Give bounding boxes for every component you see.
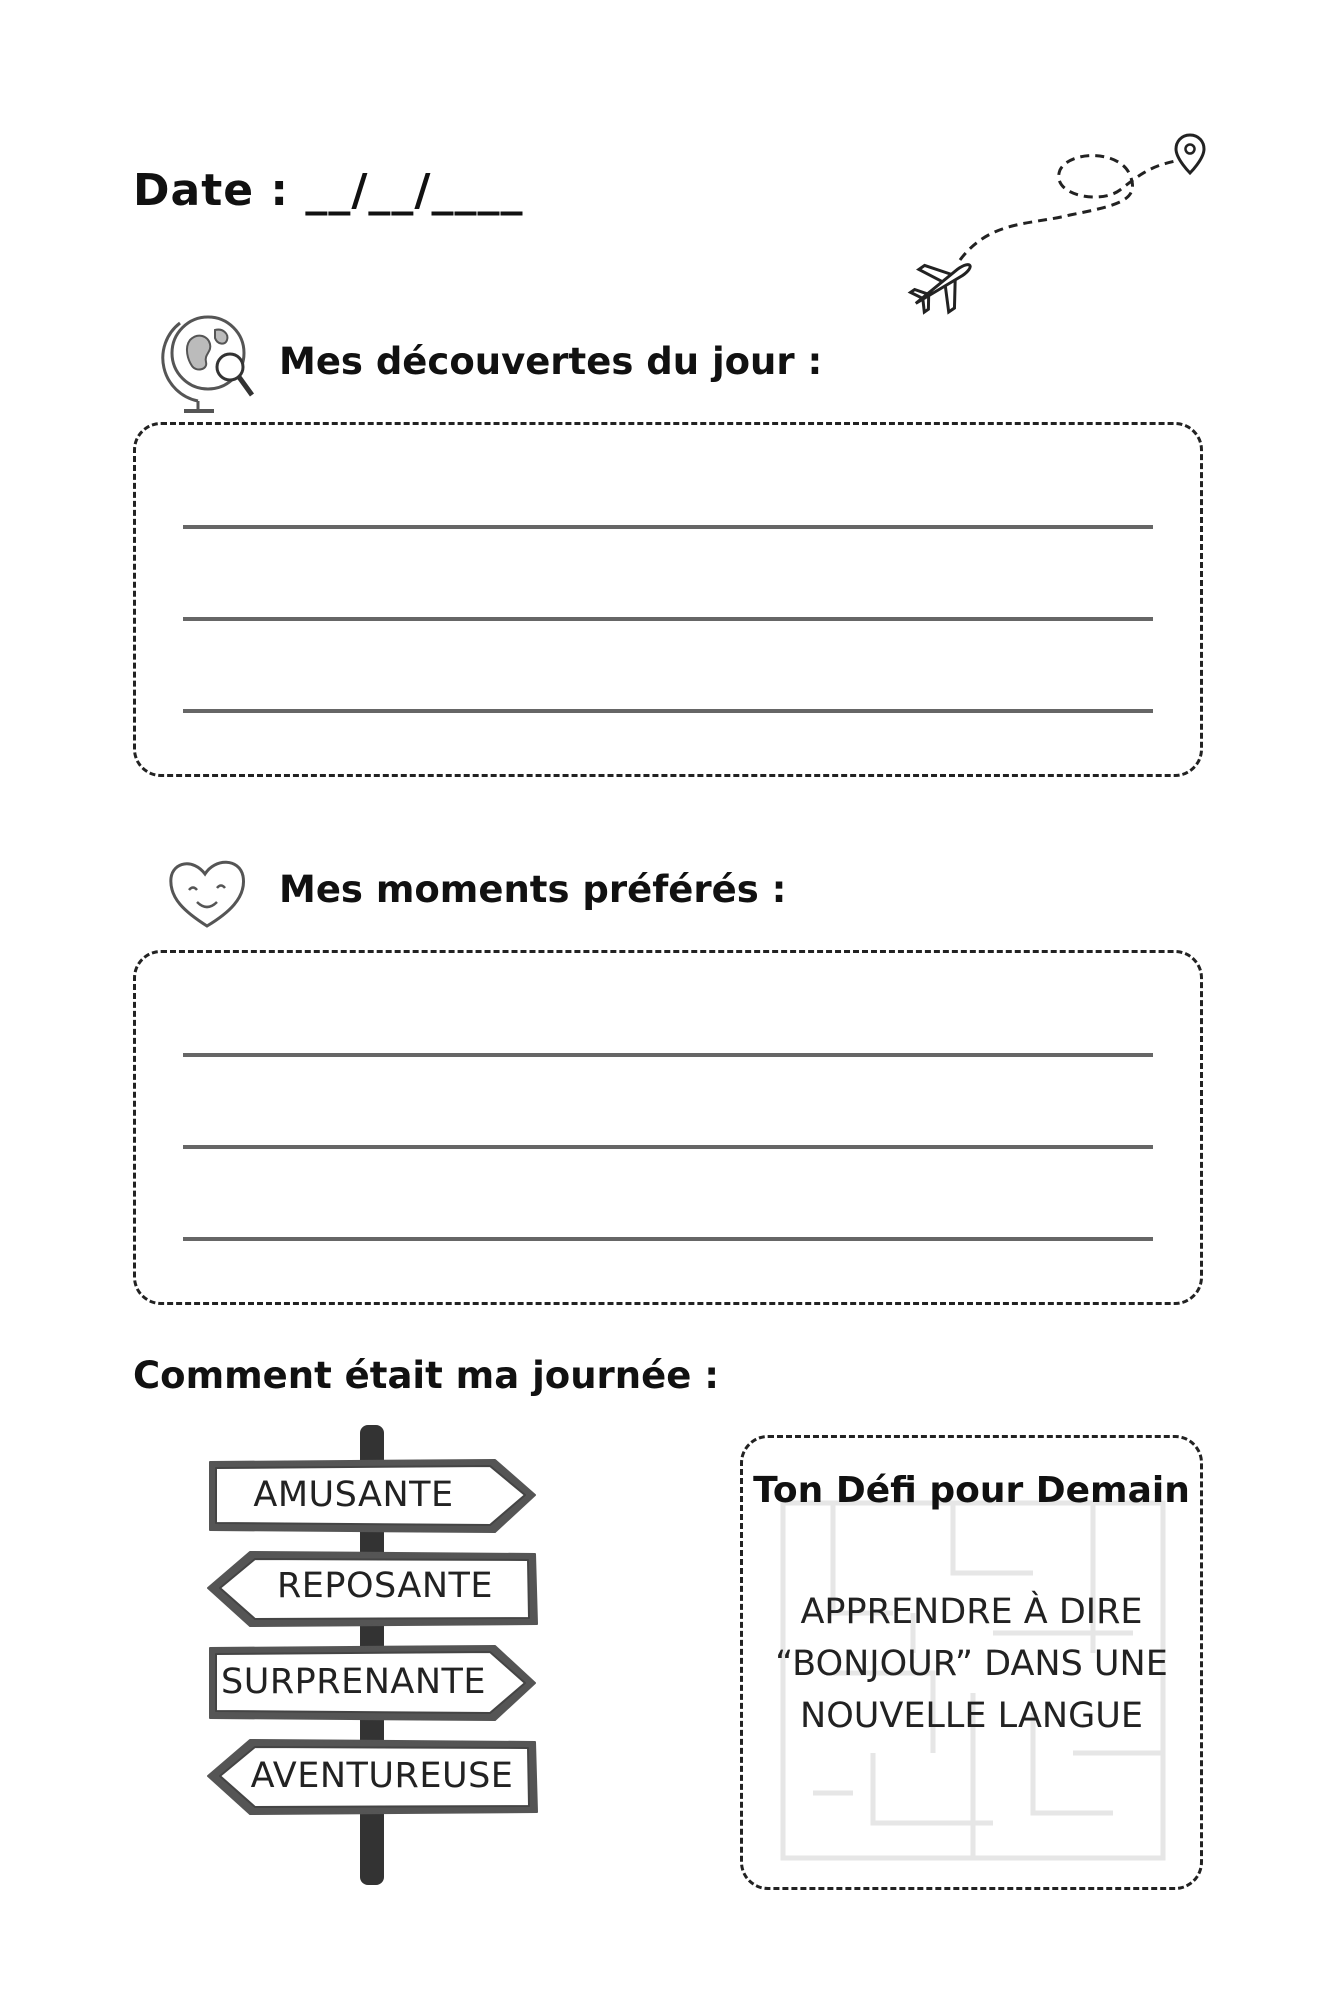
sign-reposante[interactable]: REPOSANTE [276,1566,494,1606]
challenge-title: Ton Défi pour Demain [753,1470,1190,1511]
discoveries-title: Mes découvertes du jour : [279,340,823,383]
smiling-heart-icon [165,852,250,932]
signpost [200,1420,550,1890]
date-label: Date : [133,165,290,216]
writing-line [183,1237,1153,1241]
writing-line [183,709,1153,713]
globe-magnifier-icon [160,305,260,415]
sign-amusante[interactable]: AMUSANTE [253,1475,454,1515]
writing-line [183,525,1153,529]
discoveries-writing-box[interactable] [133,422,1203,777]
challenge-line-2: “BONJOUR” DANS UNE [775,1644,1168,1684]
writing-line [183,1145,1153,1149]
challenge-line-3: NOUVELLE LANGUE [800,1696,1143,1736]
day-title: Comment était ma journée : [133,1354,719,1397]
date-field [133,165,523,216]
moments-writing-box[interactable] [133,950,1203,1305]
challenge-box [740,1435,1203,1890]
sign-surprenante[interactable]: SURPRENANTE [221,1662,486,1702]
challenge-text [753,1586,1190,1742]
writing-line [183,617,1153,621]
challenge-line-1: APPRENDRE À DIRE [800,1592,1143,1632]
moments-title: Mes moments préférés : [279,868,787,911]
sign-aventureuse[interactable]: AVENTUREUSE [250,1756,514,1796]
airplane-path-icon [900,120,1220,320]
writing-line [183,1053,1153,1057]
date-blank: __/__/____ [305,165,524,216]
